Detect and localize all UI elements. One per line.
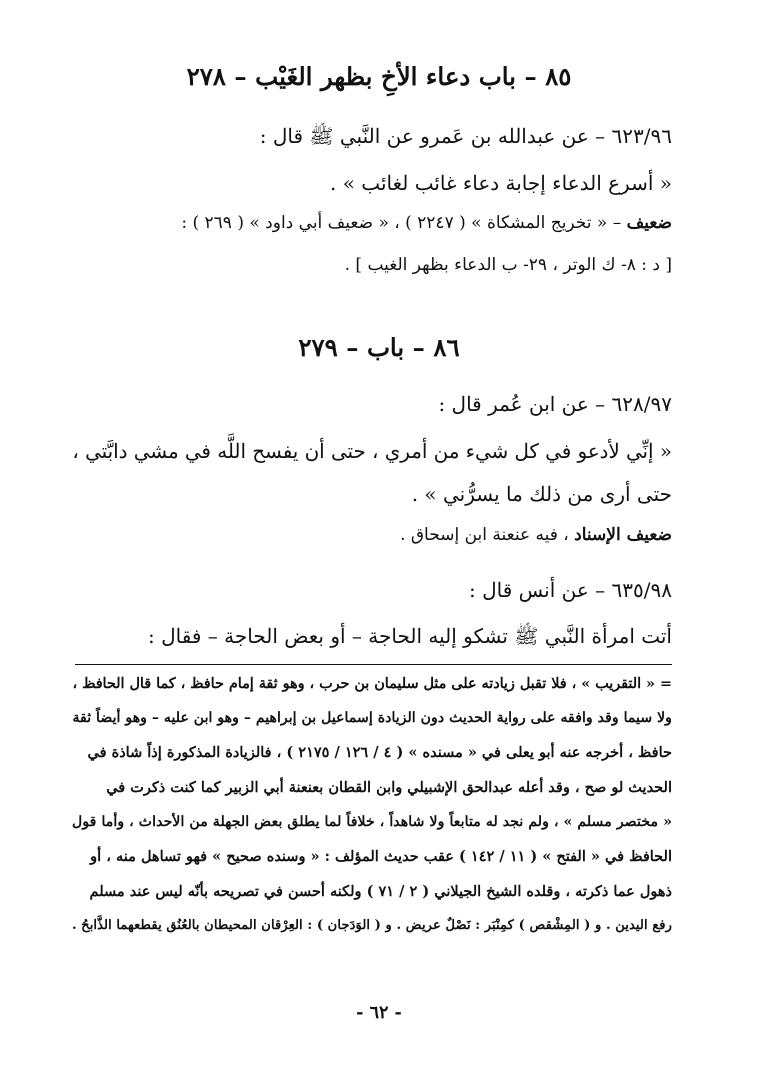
- footnote-line: ولا سيما وقد وافقه على رواية الحديث دون الزيادة إسماعيل بن إبراهيم – وهو ابن عليه – وهو أيضاً ثقة: [72, 710, 672, 726]
- footnote-line: رفع اليدين . و ( المِشْقص ) كمِنْبَر : نَصْلٌ عريض . و ( الوَدَجان ) : العِرْقان المحيطان بالعُنُق يقطعهما الذَّابحُ .: [71, 918, 672, 933]
- footnote-separator: [75, 664, 672, 665]
- footnote-line: = « التقريب » ، فلا تقبل زيادته على مثل سليمان بن حرب ، وهو ثقة إمام حافظ ، كما قال الحافظ ،: [72, 676, 672, 692]
- hadith-97-text-line2: حتى أرى من ذلك ما يسرُّني » .: [411, 482, 672, 506]
- hadith-98-text: أتت امرأة النَّبي ﷺ تشكو إليه الحاجة – أو بعض الحاجة – فقال :: [148, 624, 672, 648]
- grade-label: ضعيف الإسناد: [574, 525, 672, 545]
- hadith-97-text-line1: « إنِّي لأدعو في كل شيء من أمري ، حتى أن يفسح اللَّه في مشي دابَّتي ،: [72, 440, 672, 463]
- grade-label: ضعيف: [626, 213, 672, 233]
- hadith-96-intro: ٦٢٣/٩٦ – عن عبدالله بن عَمرو عن النَّبي ﷺ قال :: [259, 124, 672, 148]
- chapter-86-heading: ٨٦ – باب – ٢٧٩: [298, 333, 460, 362]
- hadith-98-intro: ٦٣٥/٩٨ – عن أنس قال :: [469, 578, 672, 602]
- hadith-97-intro: ٦٢٨/٩٧ – عن ابن عُمر قال :: [438, 392, 672, 416]
- hadith-96-text: « أسرع الدعاء إجابة دعاء غائب لغائب » .: [330, 171, 672, 195]
- page-number: - ٦٢ -: [356, 1003, 402, 1023]
- footnote-line: الحافظ في « الفتح » ( ١١ / ١٤٢ ) عقب حديث المؤلف : « وسنده صحيح » فهو تساهل منه ، أو: [90, 848, 672, 865]
- hadith-97-grade: [400, 525, 672, 545]
- chapter-85-heading: ٨٥ – باب دعاء الأخِ بظهر الغَيْب – ٢٧٨: [186, 62, 572, 91]
- grade-sources: – « تخريج المشكاة » ( ٢٢٤٧ ) ، « ضعيف أبي داود » ( ٢٦٩ ) :: [181, 213, 627, 233]
- footnote-line: حافظ ، أخرجه عنه أبو يعلى في « مسنده » ( ٤ / ١٢٦ / ٢١٧٥ ) ، فالزيادة المذكورة إذاً شاذة في: [87, 744, 672, 761]
- grade-note: ، فيه عنعنة ابن إسحاق .: [400, 525, 575, 545]
- hadith-96-reference: [ د : ٨- ك الوتر ، ٢٩- ب الدعاء بظهر الغيب ] .: [344, 255, 672, 275]
- footnote-line: الحديث لو صح ، وقد أعله عبدالحق الإشبيلي وابن القطان بعنعنة أبي الزبير كما كنت ذكرت في: [106, 779, 672, 796]
- footnote-line: « مختصر مسلم » ، ولم نجد له متابعاً ولا شاهداً ، خلافاً لما يطلق بعض الجهلة من الأحداث ، وأما قول: [71, 814, 672, 830]
- hadith-96-grade: [181, 213, 672, 233]
- footnote-line: ذهول عما ذكرته ، وقلده الشيخ الجيلاني ( ٢ / ٧١ ) ولكنه أحسن في تصريحه بأنّه ليس عند مسلم: [89, 883, 672, 900]
